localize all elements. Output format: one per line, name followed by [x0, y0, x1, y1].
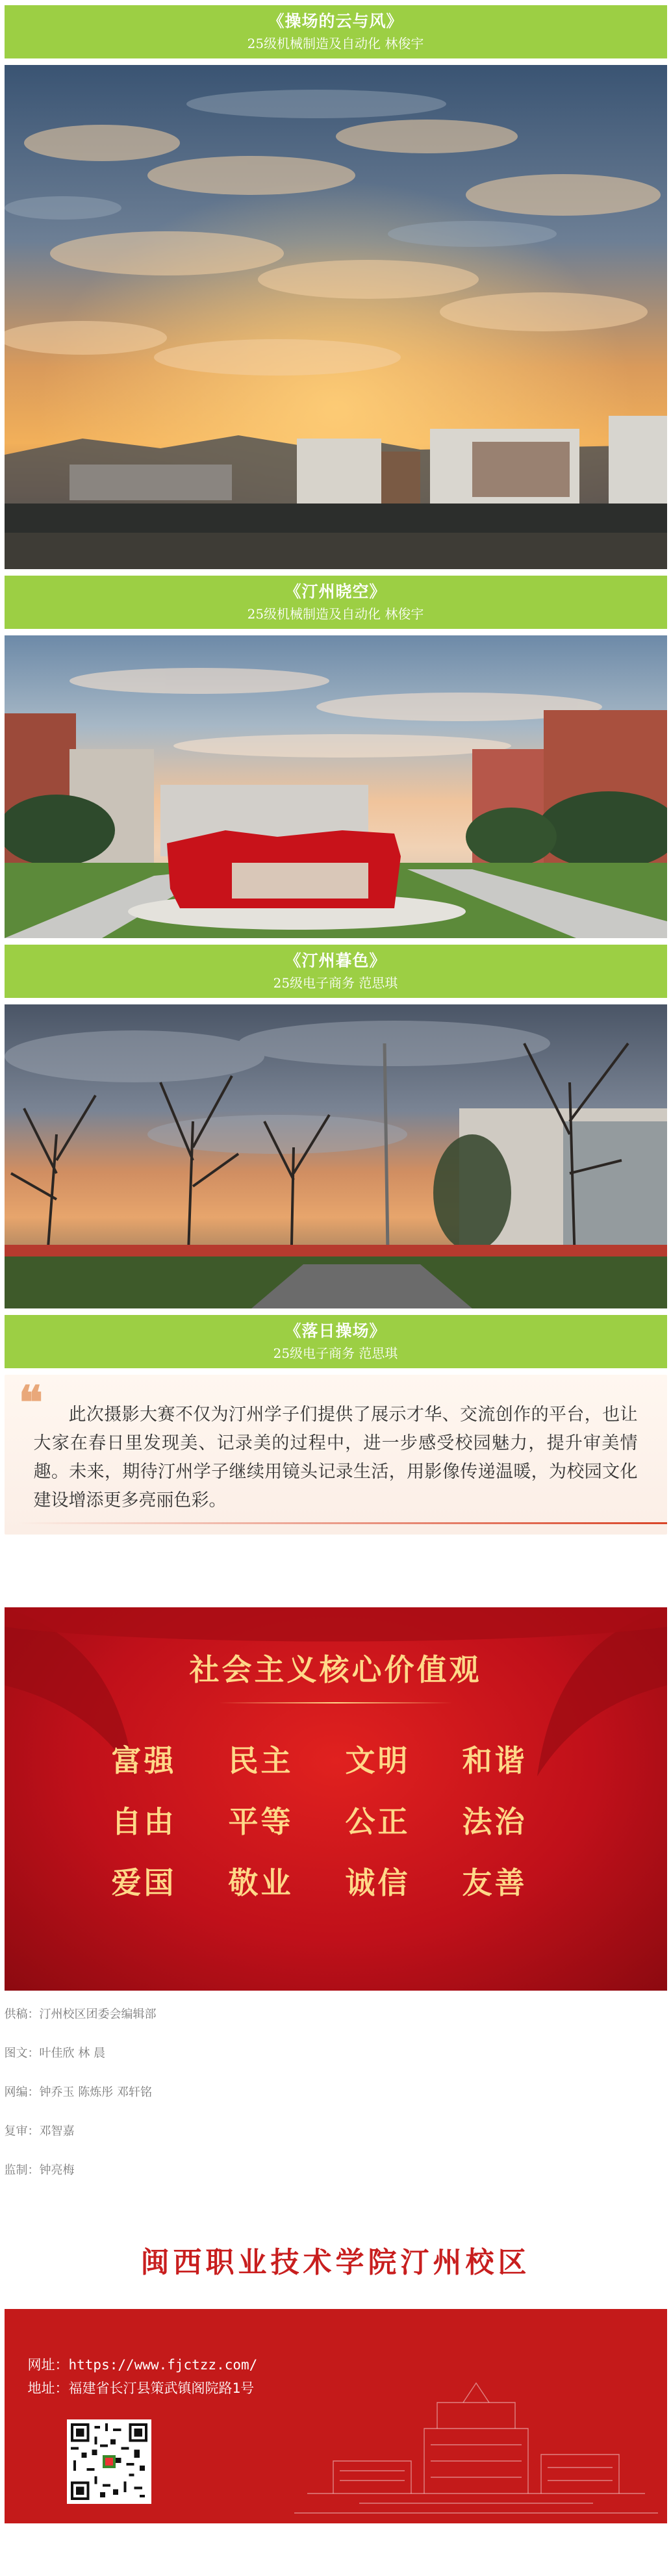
caption-title: 《汀州暮色》: [285, 951, 386, 970]
credit-line: 监制：钟亮梅: [4, 2163, 75, 2177]
caption-title: 《汀州晓空》: [285, 582, 386, 601]
quote-text: 此次摄影大赛不仅为汀州学子们提供了展示才华、交流创作的平台，也让大家在春日里发现美、记录美的过程中，进一步感受校园魅力，提升审美情趣。未来，期待汀州学子继续用镜头记录生活，用影像传递温暖，为校园文化建设增添更多亮丽色彩。: [33, 1405, 638, 1511]
value-item: 公正: [345, 1804, 411, 1839]
core-values-panel: [5, 1607, 667, 1991]
title-divider: [219, 1702, 453, 1703]
footer: [5, 2309, 667, 2523]
credit-line: 供稿：汀州校区团委会编辑部: [4, 2008, 157, 2021]
caption-author: 25级电子商务 范思琪: [273, 975, 398, 991]
value-item: 民主: [228, 1743, 294, 1778]
website-link[interactable]: 网址：https://www.fjctzz.com/: [27, 2357, 258, 2373]
credits: [5, 2005, 667, 2200]
value-item: 友善: [462, 1865, 527, 1900]
caption-author: 25级机械制造及自动化 林俊宇: [247, 606, 424, 622]
closing-quote: [5, 1375, 667, 1535]
photo-tingzhou-morning-sky: [5, 635, 667, 938]
value-item: 平等: [228, 1804, 294, 1839]
footer-contact: [28, 2353, 258, 2400]
caption-author: 25级机械制造及自动化 林俊宇: [247, 36, 424, 51]
value-item: 和谐: [462, 1743, 527, 1778]
photo-playground-clouds: [5, 65, 667, 569]
value-item: 敬业: [228, 1865, 294, 1900]
credit-line: 图文：叶佳欣 林 晨: [4, 2047, 105, 2060]
photo-caption-3: [5, 945, 667, 998]
school-name-calligraphy: 闽西职业技术学院汀州校区: [140, 2246, 531, 2279]
photo-caption-2: [5, 576, 667, 629]
caption-title: 《操场的云与风》: [268, 12, 403, 31]
value-item: 富强: [111, 1743, 177, 1778]
value-item: 文明: [345, 1743, 411, 1778]
photo-caption-4: [5, 1315, 667, 1368]
qr-code-icon[interactable]: [67, 2419, 151, 2504]
quote-divider: [18, 1522, 667, 1524]
core-values-grid: [112, 1744, 579, 1900]
core-values-title: 社会主义核心价值观: [189, 1652, 482, 1687]
credit-line: 网编：钟乔玉 陈炼彤 邓轩铭: [4, 2085, 152, 2099]
credit-line: 复审：邓智嘉: [4, 2124, 75, 2138]
caption-author: 25级电子商务 范思琪: [273, 1345, 398, 1361]
quote-mark-icon: ❝: [18, 1375, 44, 1429]
value-item: 法治: [462, 1804, 527, 1839]
value-item: 自由: [111, 1804, 177, 1839]
photo-caption-1: [5, 5, 667, 58]
value-item: 诚信: [345, 1865, 411, 1900]
caption-title: 《落日操场》: [285, 1321, 386, 1340]
address-text: 地址：福建省长汀县策武镇阁院路1号: [27, 2380, 255, 2396]
campus-building-illustration: [294, 2364, 658, 2519]
value-item: 爱国: [111, 1865, 177, 1900]
photo-tingzhou-dusk: [5, 1004, 667, 1308]
